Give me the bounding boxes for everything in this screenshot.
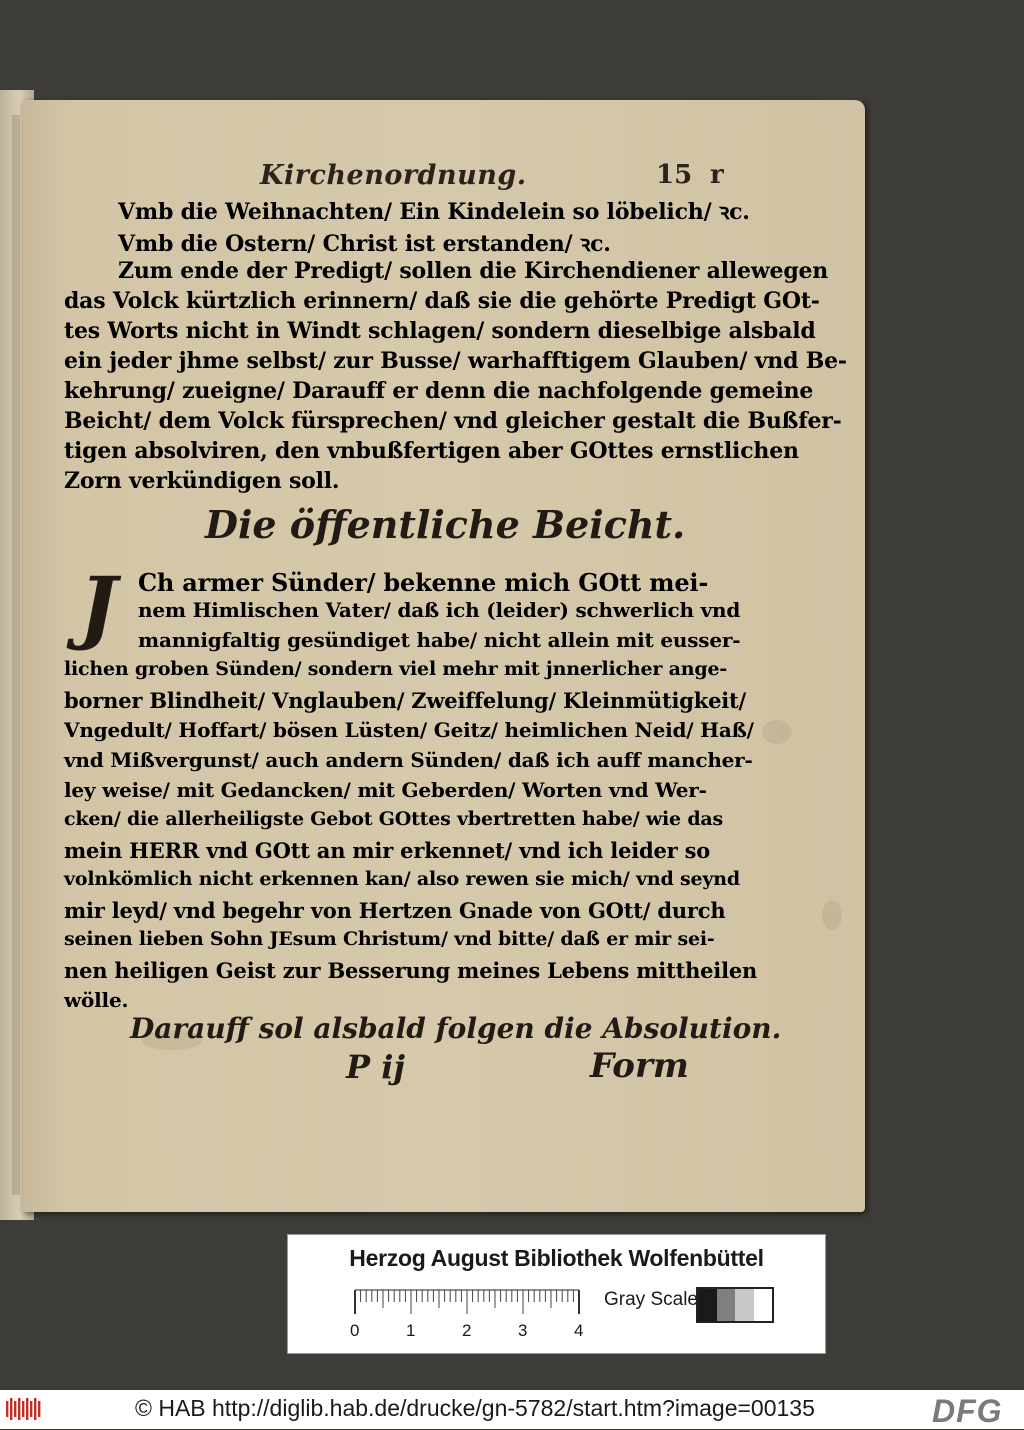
hab-logo-bar xyxy=(14,1401,16,1417)
scale-ruler xyxy=(350,1290,585,1340)
header-mark: r xyxy=(710,160,724,190)
text-line: mein HERR vnd GOtt an mir erkennet/ vnd ich leider so xyxy=(64,838,711,863)
text-line: lichen groben Sünden/ sondern viel mehr mit jnnerlicher ange- xyxy=(64,658,728,680)
viewer-footer-bar xyxy=(0,1390,1024,1429)
gray-swatch xyxy=(717,1289,736,1321)
signature-mark: P ij xyxy=(346,1048,405,1086)
text-line: Vmb die Ostern/ Christ ist erstanden/ ꝛc. xyxy=(118,231,611,257)
text-line: das Volck kürtzlich erinnern/ daß sie die gehörte Predigt GOt- xyxy=(64,288,820,314)
text-line: nen heiligen Geist zur Besserung meines Lebens mittheilen xyxy=(64,958,758,983)
text-line: Zum ende der Predigt/ sollen die Kirchendiener allewegen xyxy=(118,258,829,284)
text-line: Beicht/ dem Volck fürsprechen/ vnd gleicher gestalt die Bußfer- xyxy=(64,408,842,434)
rubric-line: Darauff sol alsbald folgen die Absolution. xyxy=(130,1012,782,1045)
catchword: Form xyxy=(590,1046,689,1086)
text-line: wölle. xyxy=(64,988,129,1012)
ruler-number: 4 xyxy=(574,1321,584,1340)
text-line: Vngedult/ Hoffart/ bösen Lüsten/ Geitz/ heimlichen Neid/ Haß/ xyxy=(64,718,754,742)
gray-scale-swatches xyxy=(696,1287,774,1323)
text-line: borner Blindheit/ Vnglauben/ Zweiffelung/ Kleinmütigkeit/ xyxy=(64,688,746,713)
text-line: cken/ die allerheiligste Gebot GOttes vbertretten habe/ wie das xyxy=(64,808,724,830)
hab-logo-bar xyxy=(26,1398,28,1420)
hab-logo-bar xyxy=(34,1398,36,1420)
previous-page-shadow xyxy=(12,115,20,1195)
ruler-number: 2 xyxy=(462,1321,472,1340)
drop-cap-initial: J xyxy=(79,559,117,653)
page-stain xyxy=(762,720,792,744)
text-line: ley weise/ mit Gedancken/ mit Geberden/ Worten vnd Wer- xyxy=(64,778,707,802)
text-line: Ch armer Sünder/ bekenne mich GOtt mei- xyxy=(138,568,709,597)
text-line: mannigfaltig gesündiget habe/ nicht allein mit eusser- xyxy=(138,628,741,652)
library-label-card xyxy=(287,1234,826,1354)
text-line: Zorn verkündigen soll. xyxy=(64,468,340,494)
hab-logo-bar xyxy=(18,1398,20,1420)
hab-logo-bar xyxy=(38,1401,40,1417)
gray-swatch xyxy=(754,1289,773,1321)
text-line: ein jeder jhme selbst/ zur Busse/ warhafftigem Glauben/ vnd Be- xyxy=(64,348,847,374)
text-line: vnd Mißvergunst/ auch andern Sünden/ daß ich auff mancher- xyxy=(64,748,753,772)
text-line: tes Worts nicht in Windt schlagen/ sondern dieselbige alsbald xyxy=(64,318,816,344)
running-header-title: Kirchenordnung. xyxy=(260,160,527,191)
text-line: nem Himlischen Vater/ daß ich (leider) schwerlich vnd xyxy=(138,598,741,622)
text-line: volnkömlich nicht erkennen kan/ also rewen sie mich/ vnd seynd xyxy=(64,868,740,890)
page-number: 15 xyxy=(656,160,693,190)
gray-swatch xyxy=(698,1289,717,1321)
text-line: tigen absolviren, den vnbußfertigen aber GOttes ernstlichen xyxy=(64,438,799,464)
hab-logo-bar xyxy=(6,1401,8,1417)
dfg-logo: DFG xyxy=(932,1393,1003,1429)
section-heading: Die öffentliche Beicht. xyxy=(205,502,686,547)
ruler-number: 1 xyxy=(406,1321,416,1340)
library-name: Herzog August Bibliothek Wolfenbüttel xyxy=(349,1245,764,1271)
ruler-number: 0 xyxy=(350,1321,360,1340)
ruler-number: 3 xyxy=(518,1321,528,1340)
hab-logo-bar xyxy=(30,1401,32,1417)
text-line: mir leyd/ vnd begehr von Hertzen Gnade von GOtt/ durch xyxy=(64,898,726,923)
hab-logo-icon xyxy=(4,1396,44,1422)
hab-logo-bar xyxy=(22,1401,24,1417)
source-url-text[interactable]: © HAB http://diglib.hab.de/drucke/gn-5782/start.htm?image=00135 xyxy=(135,1395,815,1421)
text-line: Vmb die Weihnachten/ Ein Kindelein so löbelich/ ꝛc. xyxy=(118,199,750,225)
gray-swatch xyxy=(735,1289,754,1321)
hab-logo-bar xyxy=(10,1398,12,1420)
text-line: seinen lieben Sohn JEsum Christum/ vnd bitte/ daß er mir sei- xyxy=(64,928,715,950)
gray-scale-label: Gray Scale xyxy=(604,1289,698,1310)
page-stain xyxy=(822,900,842,930)
running-header xyxy=(260,160,724,200)
text-line: kehrung/ zueigne/ Darauff er denn die nachfolgende gemeine xyxy=(64,378,814,404)
